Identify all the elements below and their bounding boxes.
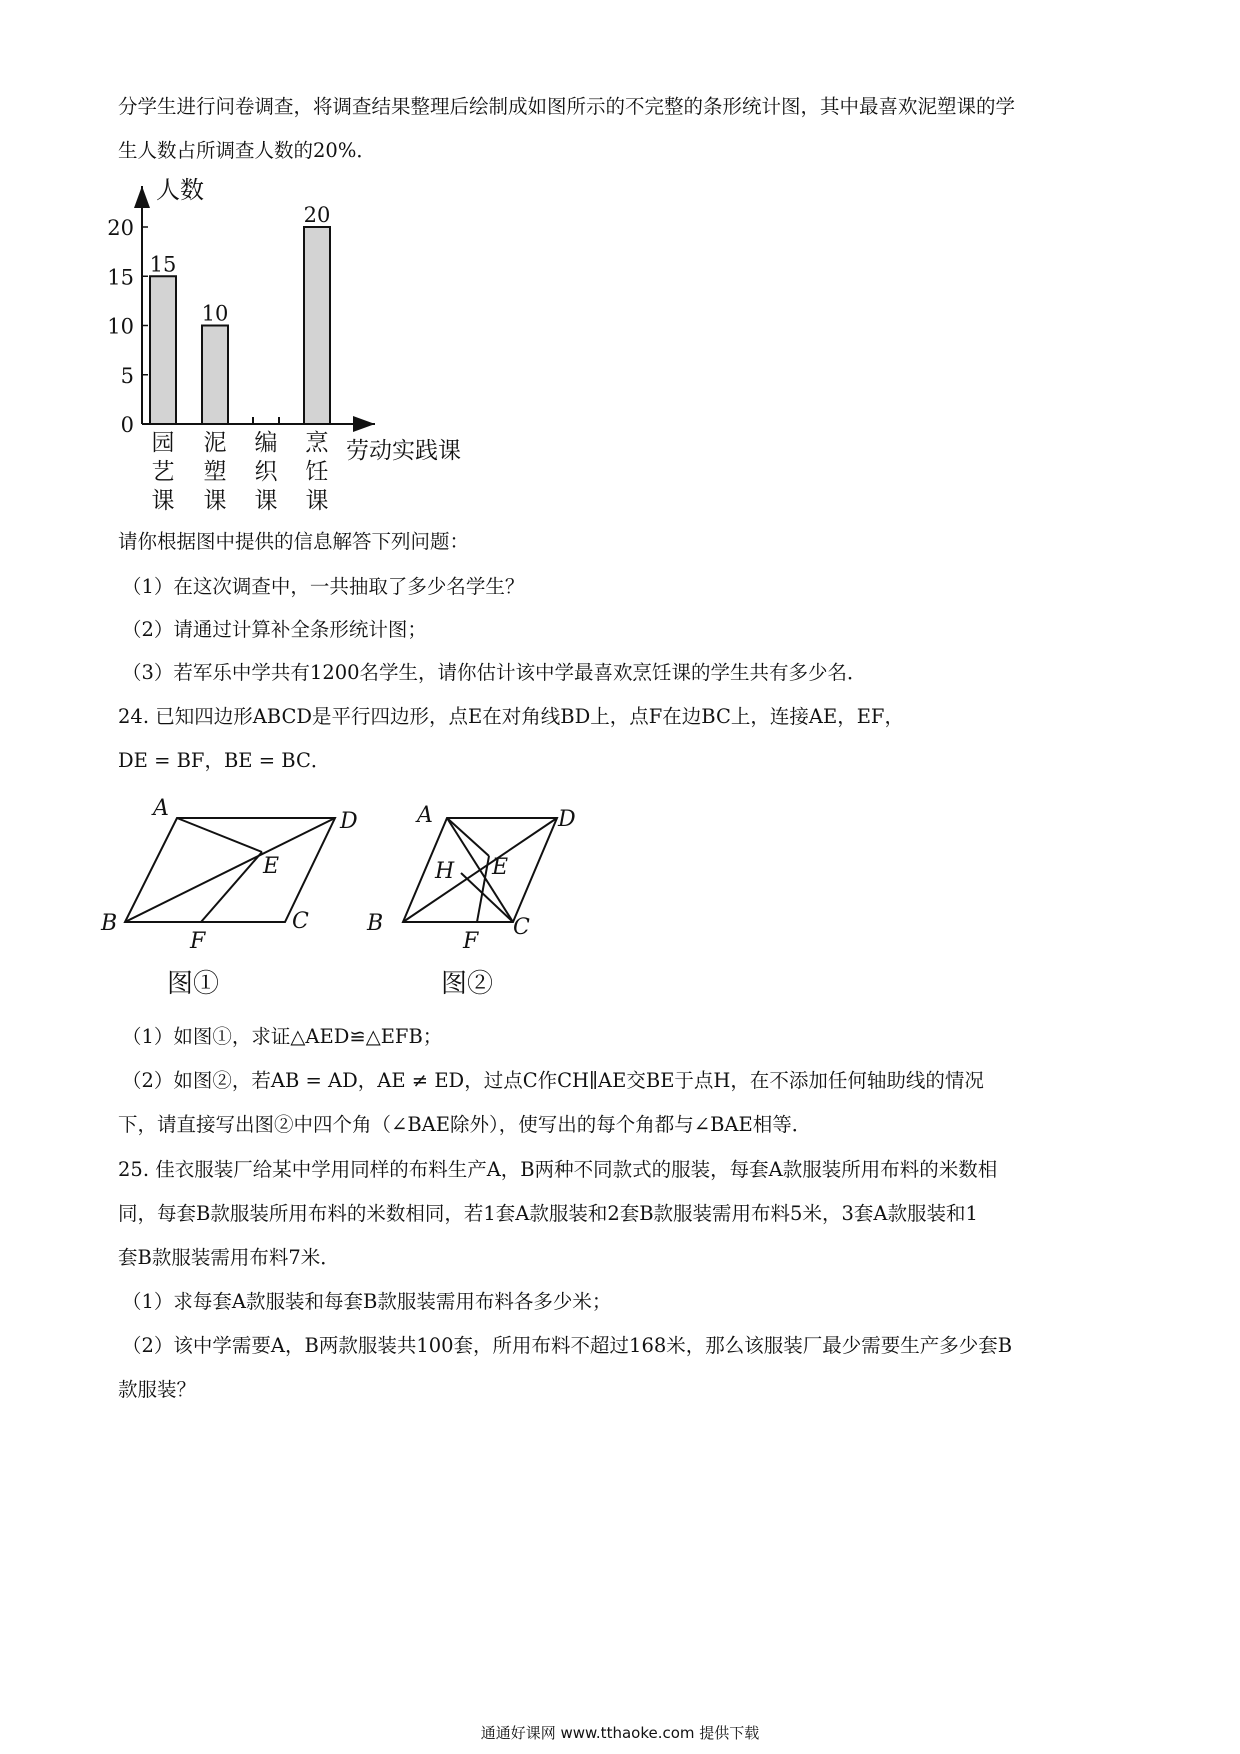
bar-data-label: 10 (201, 301, 229, 326)
category-label-char: 课 (203, 488, 227, 514)
y-tick-label: 5 (120, 363, 134, 388)
category-label-char: 艺 (151, 459, 175, 485)
category-label-char: 园 (151, 430, 175, 456)
q24-sub1: （1）如图①，求证△AED≌△EFB； (122, 1025, 443, 1048)
point-h-label: H (435, 859, 455, 884)
bar-data-label: 20 (303, 203, 331, 227)
q24-sub2-line2: 下，请直接写出图②中四个角（∠BAE除外），使写出的每个角都与∠BAE相等． (118, 1113, 812, 1136)
category-label-char: 课 (305, 488, 329, 514)
q23-sub3: （3）若军乐中学共有1200名学生，请你估计该中学最喜欢烹饪课的学生共有多少名． (122, 661, 867, 684)
point-d-label: D (340, 809, 358, 834)
figure-1 (95, 790, 385, 1005)
category-label-char: 泥 (203, 430, 227, 456)
q24-line1: 24. 已知四边形ABCD是平行四边形，点E在对角线BD上，点F在边BC上，连接AE，EF， (118, 705, 904, 728)
point-e-label: E (263, 854, 280, 879)
y-tick-label: 20 (107, 216, 134, 240)
point-b-label: B (101, 911, 118, 936)
point-b-label: B (367, 911, 384, 936)
bar-data-label: 15 (149, 252, 177, 277)
y-tick-label: 15 (107, 265, 134, 290)
q24-sub2-line1: （2）如图②，若AB = AD，AE ≠ ED，过点C作CH∥AE交BE于点H，在不添加任何轴助线的情况 (122, 1069, 984, 1092)
point-a-label: A (153, 796, 169, 821)
category-label-char: 课 (151, 488, 175, 514)
y-tick-label: 0 (120, 413, 134, 437)
bar-chart (90, 170, 530, 520)
bar (150, 276, 176, 424)
q25-sub1: （1）求每套A款服装和每套B款服装需用布料各多少米； (122, 1290, 612, 1313)
segment-ae (177, 818, 262, 852)
category-label-char: 编 (254, 430, 278, 456)
figure-2 (367, 790, 615, 1005)
point-c-label: C (292, 909, 309, 934)
q25-sub2-line2: 款服装？ (118, 1378, 197, 1401)
figure-1-caption: 图① (167, 969, 220, 999)
x-axis-label: 劳动实践课 (346, 438, 461, 464)
bar (304, 227, 330, 424)
y-axis-label: 人数 (156, 176, 204, 204)
q25-line3: 套B款服装需用布料7米． (118, 1246, 340, 1269)
q23-intro-line1: 分学生进行问卷调查，将调查结果整理后绘制成如图所示的不完整的条形统计图，其中最喜欢泥塑课的学 (118, 95, 1016, 118)
category-label-char: 饪 (305, 459, 329, 485)
point-d-label: D (558, 807, 576, 832)
figure-2-caption: 图② (441, 969, 494, 999)
bar (202, 326, 228, 425)
q23-intro-line2: 生人数占所调查人数的20%． (118, 139, 376, 162)
segment-ef (201, 852, 262, 922)
diagonal-bd (125, 818, 335, 922)
q23-sub1: （1）在这次调查中，一共抽取了多少名学生？ (122, 575, 525, 598)
category-label-char: 织 (254, 459, 278, 485)
page-footer: 通通好课网 www.tthaoke.com 提供下载 (480, 1724, 760, 1742)
q23-prompt: 请你根据图中提供的信息解答下列问题： (118, 530, 470, 553)
q24-line2: DE = BF，BE = BC． (118, 749, 331, 772)
point-a-label: A (417, 803, 433, 828)
y-tick-label: 10 (107, 314, 134, 339)
q25-sub2-line1: （2）该中学需要A，B两款服装共100套，所用布料不超过168米，那么该服装厂最少需要生产多少套B (122, 1334, 1013, 1357)
point-c-label: C (513, 915, 530, 940)
point-f-label: F (190, 929, 206, 954)
point-e-label: E (492, 855, 509, 880)
category-label-char: 塑 (203, 459, 227, 485)
q23-sub2: （2）请通过计算补全条形统计图； (122, 618, 427, 641)
category-label-char: 课 (254, 488, 278, 514)
category-label-char: 烹 (305, 430, 329, 456)
q25-line2: 同，每套B款服装所用布料的米数相同，若1套A款服装和2套B款服装需用布料5米，3套A款服装和1 (118, 1202, 978, 1225)
q25-line1: 25. 佳衣服装厂给某中学用同样的布料生产A，B两种不同款式的服装，每套A款服装所用布料的米数相 (118, 1158, 998, 1181)
point-f-label: F (463, 929, 479, 954)
